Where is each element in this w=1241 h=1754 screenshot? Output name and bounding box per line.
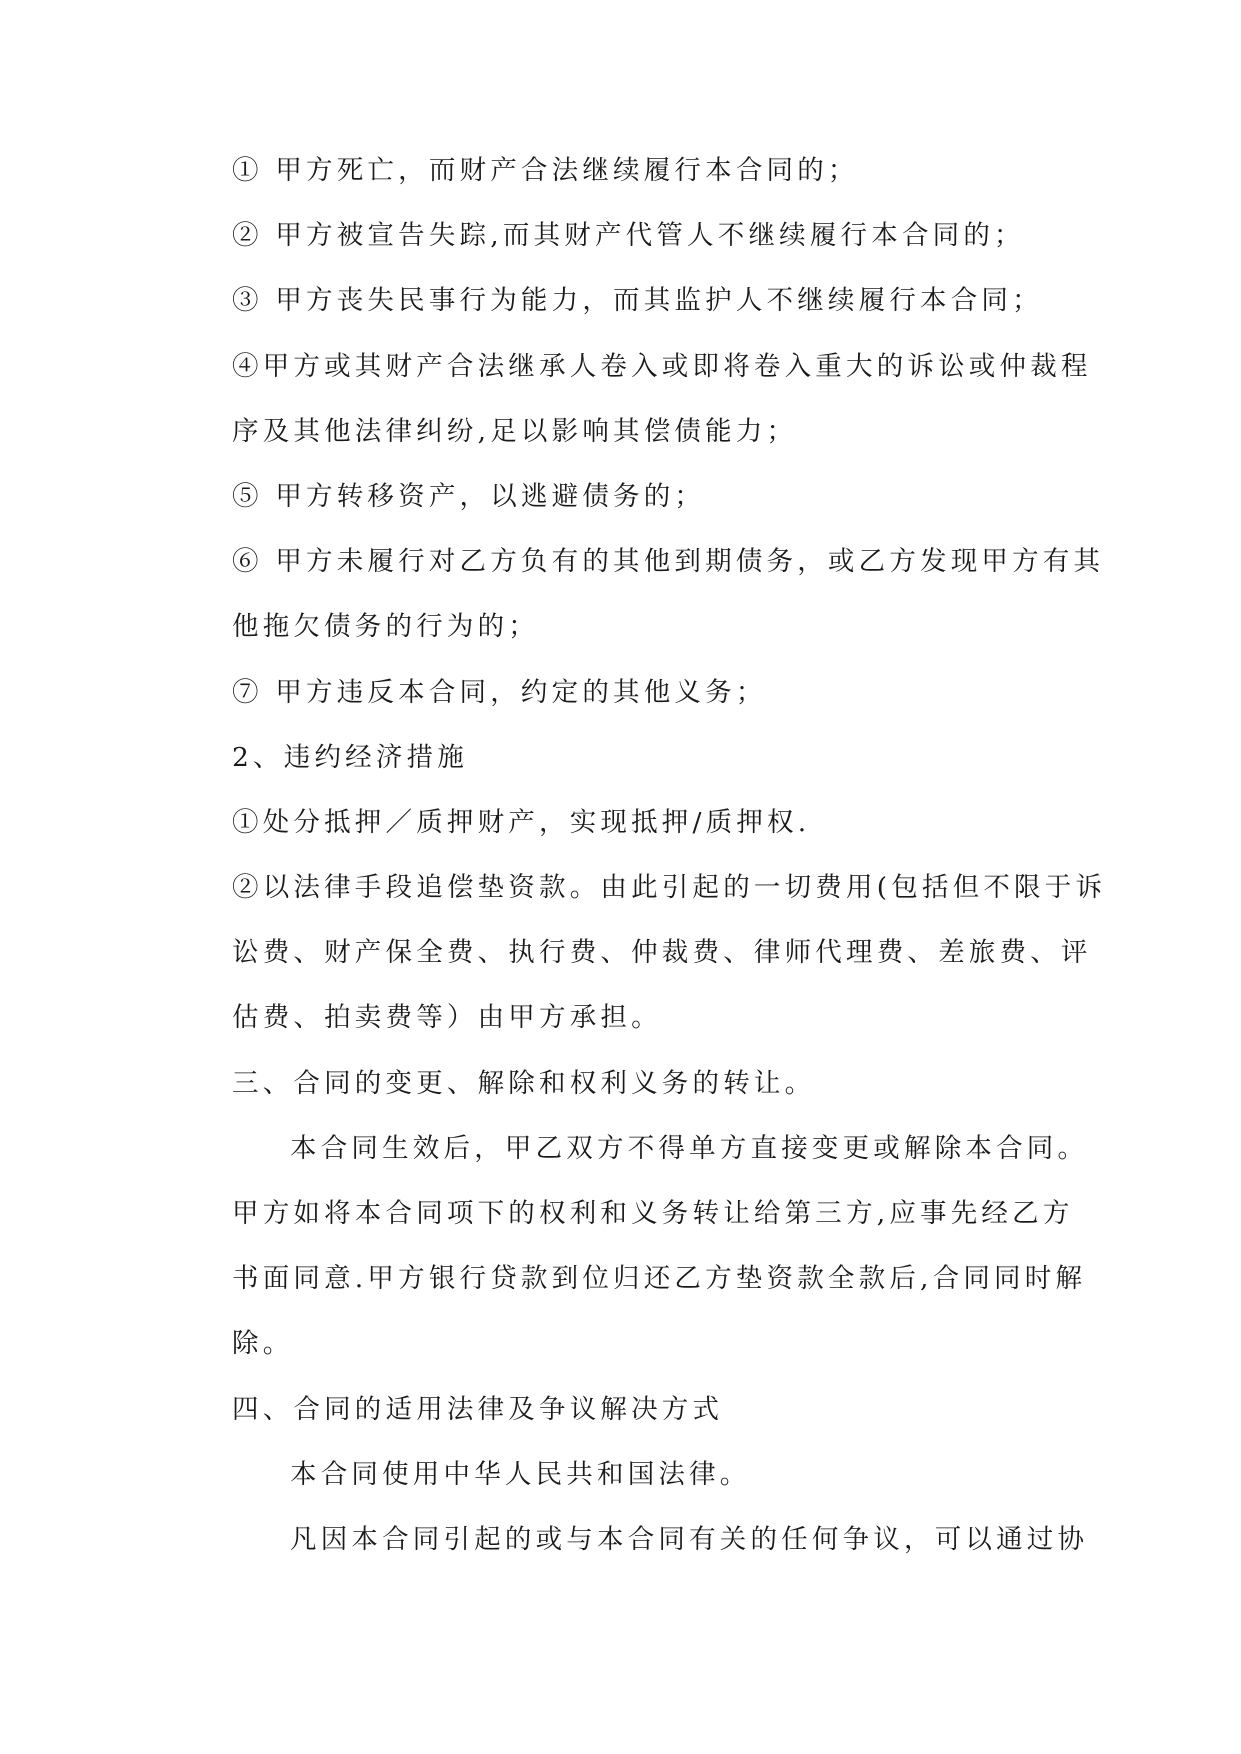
contract-text <box>232 153 1107 1587</box>
paragraph-line: 凡因本合同引起的或与本合同有关的任何争议，可以通过协 <box>290 1523 1089 1555</box>
clause-line: ⑤ 甲方转移资产，以逃避债务的； <box>232 480 706 512</box>
clause-line: 估费、拍卖费等）由甲方承担。 <box>232 1002 662 1034</box>
section-heading: 四、合同的适用法律及争议解决方式 <box>232 1393 724 1425</box>
clause-line: ① 甲方死亡，而财产合法继续履行本合同的； <box>232 155 859 186</box>
clause-line: ③ 甲方丧失民事行为能力，而其监护人不继续履行本合同； <box>232 285 1043 317</box>
clause-line: ④甲方或其财产合法继承人卷入或即将卷入重大的诉讼或仲裁程 <box>232 350 1092 382</box>
paragraph-line: 甲方如将本合同项下的权利和义务转让给第三方,应事先经乙方 <box>232 1198 1074 1229</box>
clause-line: ①处分抵押／质押财产，实现抵押/质押权. <box>232 806 811 838</box>
clause-line: ② 甲方被宣告失踪,而其财产代管人不继续履行本合同的； <box>232 220 1025 252</box>
section-heading: 2、违约经济措施 <box>232 741 468 773</box>
paragraph-line: 除。 <box>232 1328 294 1360</box>
paragraph-line: 书面同意.甲方银行贷款到位归还乙方垫资款全款后,合同同时解 <box>232 1263 1087 1295</box>
clause-line: ⑦ 甲方违反本合同，约定的其他义务； <box>232 676 767 708</box>
clause-line: 讼费、财产保全费、执行费、仲裁费、律师代理费、差旅费、评 <box>232 937 1092 969</box>
paragraph-line: 本合同使用中华人民共和国法律。 <box>290 1458 751 1490</box>
clause-line: 序及其他法律纠纷,足以影响其偿债能力； <box>232 415 798 447</box>
section-heading: 三、合同的变更、解除和权利义务的转让。 <box>232 1067 816 1099</box>
clause-line: 他拖欠债务的行为的； <box>232 611 539 643</box>
clause-line: ②以法律手段追偿垫资款。由此引起的一切费用(包括但不限于诉 <box>232 872 1107 904</box>
paragraph-line: 本合同生效后，甲乙双方不得单方直接变更或解除本合同。 <box>290 1132 1089 1164</box>
clause-line: ⑥ 甲方未履行对乙方负有的其他到期债务，或乙方发现甲方有其 <box>232 546 1105 578</box>
